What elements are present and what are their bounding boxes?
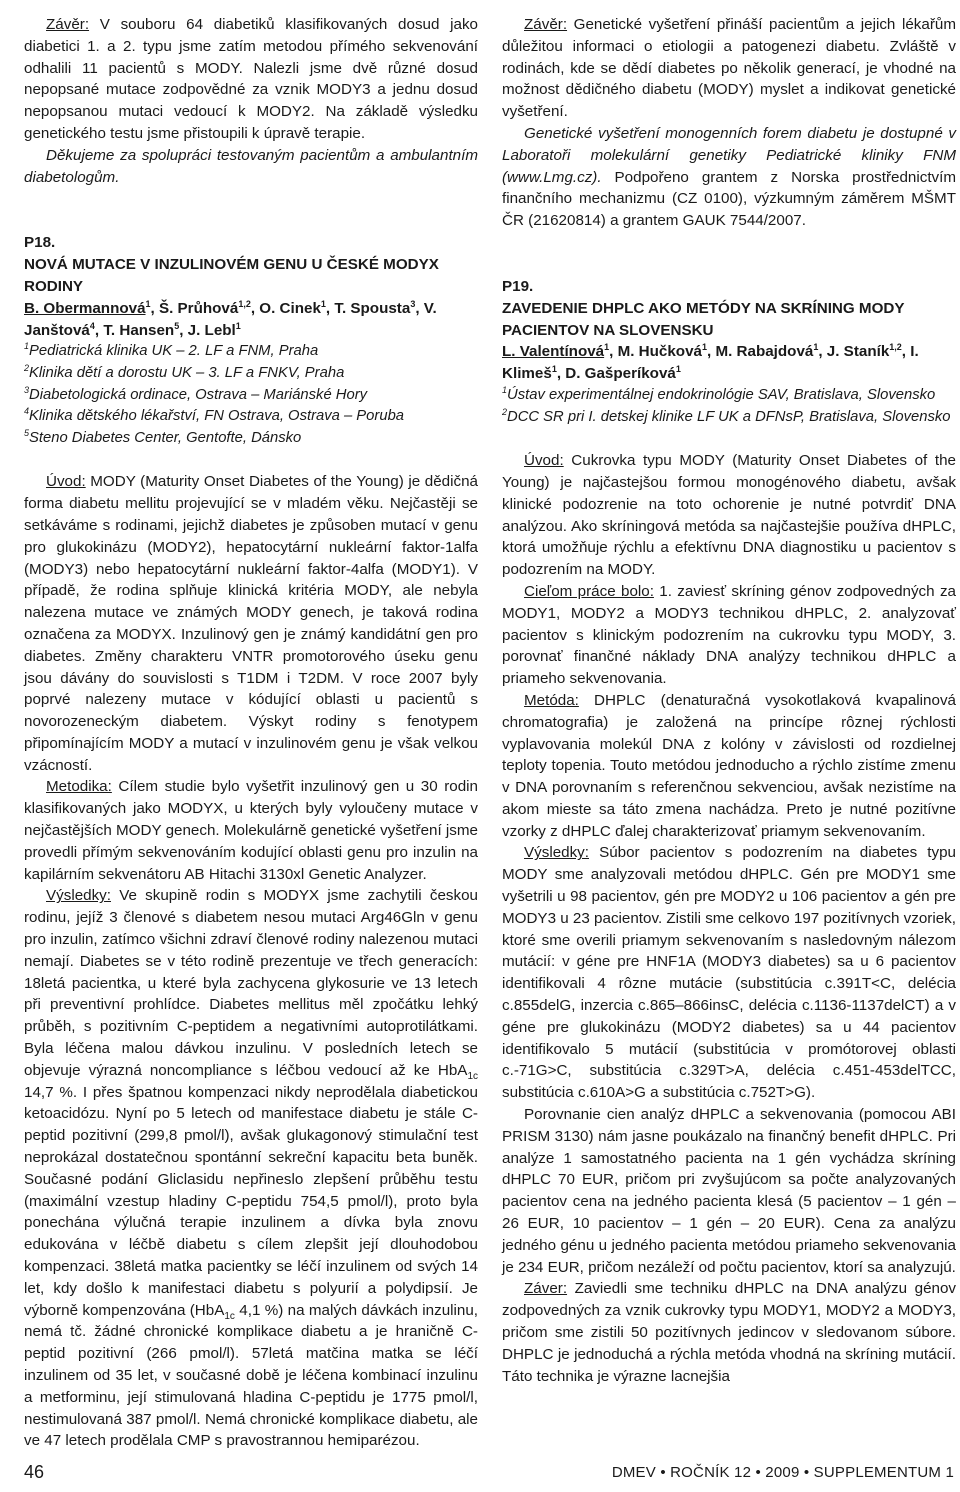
authors-p19: L. Valentínová$^1$, M. Hučková$^1$, M. Rabajdová$^1$, J. Staník$^{1,2}$, I. Klimeš$^1$, D. Gašperíková$^1$	[502, 342, 919, 383]
section-label: Úvod:	[524, 452, 564, 470]
author: , T. Spousta	[325, 299, 411, 317]
section-label: Úvod:	[46, 473, 86, 491]
author: , V. Janštová	[24, 299, 437, 339]
p17-conclusion	[24, 14, 478, 145]
affiliation: $^1$Pediatrická klinika UK – 2. LF a FNM, Praha	[24, 341, 319, 360]
author: , M. Hučková	[609, 343, 702, 361]
authors-p18	[24, 298, 478, 342]
conclusion-label: Závěr:	[46, 16, 90, 33]
affiliation: $^5$Steno Diabetes Center, Gentofte, Dánsko	[24, 427, 302, 446]
right-column	[502, 14, 956, 1387]
p18-grant: Genetické vyšetření monogenních forem diabetu je dostupné v Laboratoři molekulární genetiky Pediatrické kliniky FNM (www.Lmg.cz). Podpořeno grantem z Norska prostřednictvím finančního mechanizmu (CZ 0100), výzkumným záměrem MŠMT ČR (21620814) a grantem GAUK 7544/2007.	[502, 124, 956, 230]
p19-conclusion: Záver: Zaviedli sme techniku dHPLC na DNA analýzu génov zodpovedných za vznik cukrovky typu MODY1, MODY2 a MODY3, pričom sme zistili 50 pozitívnych jedincov v sledovanom súbore. DHPLC je jednoduchá a rýchla metóda vhodná na skríning mutácií. Táto technika je výrazne lacnejšia	[502, 1280, 956, 1385]
author: , I. Klimeš	[502, 343, 919, 383]
p18-introduction: Úvod: MODY (Maturity Onset Diabetes of the Young) je dědičná forma diabetu mellitu projevující se v mladém věku. Nejčastěji se setkáváme s rodinami, jejichž diabetes je způsoben mutací v genu pro glukokinázu (MODY2), hepatocytární nukleární faktor-1alfa (MODY3) nebo hepatocytární nukleární faktor-4alfa (MODY1). V případě, že rodina splňuje klinická kritéria MODY, ale nebyla nalezena mutace ve známých MODY genech, je taková rodina označena za MODYX. Inzulinový gen je známý kandidátní gen pro diabetes. Změny charakteru VNTR promotorového úseku genu jsou dávány do souvislosti s T1DM i T2DM. V roce 2007 byly poprvé nalezeny mutace v kódující oblasti u pacientů s novorozeneckým diabetem. Výskyt rodiny s fenotypem připomínajícím MODY a mutací v inzulinovém genu je však velkou vzácností.	[24, 473, 478, 774]
journal-footer: DMEV • ROČNÍK 12 • 2009 • SUPPLEMENTUM 1	[611, 1464, 954, 1481]
author: , J. Staník	[818, 343, 890, 361]
p19-cost-comparison: Porovnanie cien analýz dHPLC a sekvenovania (pomocou ABI PRISM 3130) nám jasne poukázalo na finančný benefit dHPLC. Pri analýze 1 samostatného pacienta na 1 gén vychádza skríning dHPLC 70 EUR, pričom pri zvyšujúcom sa počte analyzovaných pacientov cena na jedného pacienta klesá (5 pacientov – 1 gén – 26 EUR, 10 pacientov – 1 gén – 20 EUR). Cena za analýzu jedného génu u jedného pacienta metódou priameho sekvenovania je 234 EUR, pričom nezáleží od počtu pacientov, ktorí sa analyzujú.	[502, 1106, 956, 1276]
p17-acknowledgement: Děkujeme za spolupráci testovaným pacientům a ambulantním diabetologům.	[24, 146, 478, 186]
author-presenting: L. Valentínová	[502, 343, 605, 361]
p19-aims: Cieľom práce bolo: 1. zaviesť skríning génov zodpovedných za MODY1, MODY2 a MODY3 technikou dHPLC, 2. analyzovať pacientov s klinickým podozrením na cukrovku typu MODY, 3. porovnať finančné náklady DNA analýzy technikou dHPLC a priameho sekvenovania.	[502, 582, 956, 688]
section-label: Výsledky:	[46, 887, 111, 905]
p19-results: Výsledky: Súbor pacientov s podozrením na diabetes typu MODY sme analyzovali metódou dHPLC. Gén pre MODY1 sme vyšetrili u 98 pacientov, gén pre MODY2 u 106 pacientov a gén pre MODY3 u 23 pacientov. Zistili sme celkovo 197 pozitívnych vzoriek, ktoré sme overili priamym sekvenovaním s nasledovným nálezom mutácií: v géne pre HNF1A (MODY3 diabetes) sa u 6 pacientov identifikovali 4 rôzne mutácie (substitúcia c.391T<C, delécia c.855delG, inzercia c.865–866insC, delécia c.1136-1137delCT) a v géne pre glukokinázu (MODY2 diabetes) sa u 44 pacientov identifikovalo 5 mutácií (substitúcia v promótorovej oblasti c.-71G>C, substitúcia c.329T>A, delécia c.451-453delTCC, substitúcia c.610A>G a substitúcia c.752T>G).	[502, 844, 956, 1102]
section-label: Závěr:	[524, 16, 568, 33]
author: , O. Cinek	[250, 299, 321, 317]
author-sup: 1	[145, 298, 151, 309]
affiliation: $^3$Diabetologická ordinace, Ostrava – Mariánské Hory	[24, 384, 368, 403]
p18-results: Výsledky: Ve skupině rodin s MODYX jsme zachytili českou rodinu, jejíž 3 členové s diabetem nesou mutaci Arg46Gln v genu pro inzulin, zatímco všichni zdraví členové rodiny nalezenou mutaci nemají. Diabetes se v této rodině prezentuje ve třech generacích: 18letá pacientka, u které byla zachycena glykosurie ve 13 letech při preventivní prohlídce. Diabetes mellitus měl zpočátku lehký průběh, s pozitivním C-peptidem a negativními autoprotilátkami. Byla léčena malou dávkou inzulinu. V posledních letech se objevuje výrazná noncompliance s léčbou vedoucí až ke HbA$_{1c}$ 14,7 %. I přes špatnou kompenzaci nikdy neprodělala diabetickou ketoacidózu. Nyní po 5 letech od manifestace diabetu je stále C-peptid pozitivní (299,8 pmol/l), avšak glukagonový stimulační test neprokázal dostatečnou spontánní sekreční kapacitu beta buněk. Současné podání Gliclasidu nepřineslo zlepšení průběhu testu (maximální vzestup hladiny C-peptidu 754,5 pmol/l), proto byla ponechána výlučná terapie inzulinem a dívka byla znovu edukována v léčbě diabetu s cílem zlepšit její dlouhodobou kompenzaci. 38letá matka pacientky se léčí inzulinem od svých 14 let, kdy došlo k manifestaci diabetu s polyurií a polydipsií. Je výborně kompenzována (HbA$_{1c}$ 4,1 %) na malých dávkách inzulinu, nemá tč. žádné chronické komplikace diabetu a je hraničně C-peptid pozitivní (266 pmol/l). 57letá matčina matka se léčí inzulinem od 35 let, v současné době je léčena kombinací inzulinu a metforminu, její stimulovaná hladina C-peptidu je 1775 pmol/l, nestimulovaná 387 pmol/l. Nemá chronické komplikace diabetu, ale ve 47 letech prodělala CMP s pravostrannou hemiparézou.	[24, 887, 479, 1450]
author: , M. Rabajdová	[707, 343, 814, 361]
author-sup: 3	[410, 298, 416, 309]
section-label: Cieľom práce bolo:	[524, 582, 654, 600]
abstract-id-p18: P18.	[24, 234, 56, 252]
abstract-id-p19: P19.	[502, 277, 534, 295]
section-label: Záver:	[524, 1280, 568, 1298]
author-sup: 1	[235, 320, 241, 331]
section-label: Metóda:	[524, 691, 579, 709]
affiliation: $^1$Ústav experimentálnej endokrinológie SAV, Bratislava, Slovensko	[502, 385, 936, 403]
p19-methods: Metóda: DHPLC (denaturačná vysokotlaková kvapalinová chromatografia) je založená na princípe rôznej rýchlosti vyplavovania molekúl DNA z kolóny v závislosti od rozdielnej teploty topenia. Touto metódou jednoducho a rýchlo zistíme zmenu v DNA porovnaním s referenčnou sekvenciou, avšak nezistíme na akom mieste sa táto zmena nachádza. Preto je nutné pozitívne vzorky z dHPLC ďalej charakterizovať priamym sekvenovaním.	[502, 691, 956, 840]
affiliations-p18	[24, 341, 478, 449]
author-sup: 1,2	[238, 298, 251, 309]
affiliation: $^4$Klinika dětského lékařství, FN Ostrava, Ostrava – Poruba	[24, 406, 405, 425]
left-column	[24, 14, 478, 1452]
p18-conclusion: Závěr: Genetické vyšetření přináší pacientům a jejich lékařům důležitou informaci o etiologii a patogenezi diabetu. Zvláště v rodinách, kde se dědí diabetes po několik generací, je vhodné na možnost dědičného diabetu (MODY) myslet a indikovat genetické vyšetření.	[502, 16, 956, 121]
abstract-title-p18: NOVÁ MUTACE V INZULINOVÉM GENU U ČESKÉ MODYX RODINY	[24, 256, 439, 295]
p18-methods: Metodika: Cílem studie bylo vyšetřit inzulinový gen u 30 rodin klasifikovaných jako MODYX, u kterých byly vyloučeny mutace v nejčastějších MODY genech. Molekulárně genetické vyšetření jsme provedli přímým sekvenováním kodující oblasti genu pro inzulin na kapilárním sekvenátoru AB Hitachi 3130xl Genetic Analyzer.	[24, 778, 478, 883]
author-sup: 5	[174, 320, 180, 331]
author-sup: 4	[89, 320, 95, 331]
affiliations-p19	[502, 385, 956, 428]
conclusion-text: V souboru 64 diabetiků klasifikovaných dosud jako diabetici 1. a 2. typu jsme zatím metodou přímého sekvenování odhalili 11 pacientů s MODY. Nalezli jsme dvě různé dosud nepopsané mutace zodpovědné za vznik MODY3 a jednu dosud nepopsanou mutaci vedoucí k MODY2. Na základě výsledku genetického testu jsme přistoupili k úpravě terapie.	[24, 16, 478, 142]
abstract-title-p19: ZAVEDENIE DHPLC AKO METÓDY NA SKRÍNING MODY PACIENTOV NA SLOVENSKU	[502, 299, 905, 339]
author: , D. Gašperíková	[556, 365, 676, 383]
author-sup: 1	[320, 298, 326, 309]
section-label: Výsledky:	[524, 844, 589, 862]
affiliation: $^2$DCC SR pri I. detskej klinike LF UK a DFNsP, Bratislava, Slovensko	[502, 406, 951, 425]
author: , T. Hansen	[94, 321, 175, 339]
affiliation: $^2$Klinika dětí a dorostu UK – 3. LF a FNKV, Praha	[24, 363, 345, 381]
page-number: 46	[24, 1462, 45, 1482]
author-presenting: B. Obermannová	[24, 299, 146, 317]
section-label: Metodika:	[46, 778, 112, 796]
author: , Š. Průhová	[150, 299, 239, 317]
author: , J. Lebl	[179, 321, 236, 339]
p19-introduction: Úvod: Cukrovka typu MODY (Maturity Onset Diabetes of the Young) je najčastejšou formou monogénového diabetu, avšak klinické podozrenie na toto ochorenie je nutné potvrdiť DNA analýzou. Ako skríningová metóda sa najčastejšie používa dHPLC, ktorá umožňuje rýchlu a efektívnu DNA diagnostiku u pacientov s podozrením na MODY.	[502, 452, 956, 579]
